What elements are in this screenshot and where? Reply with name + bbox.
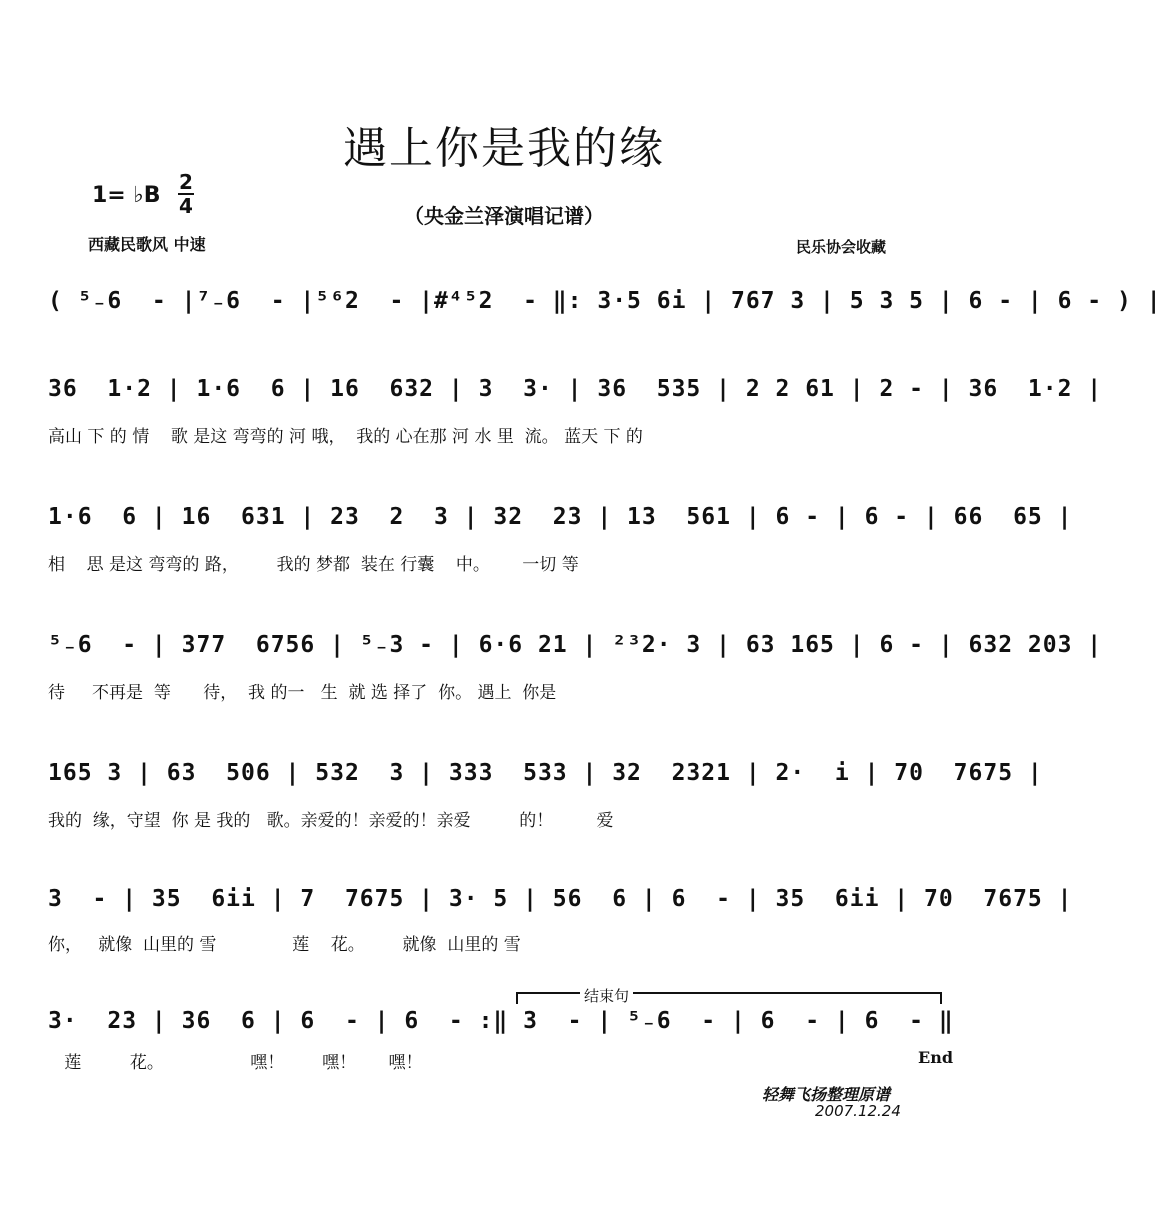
notation-row-4: ⁵₋6 - | 377 6756 | ⁵₋3 - | 6·6 21 | ²³2· 3 | 63 165 | 6 - | 632 203 | bbox=[48, 632, 1103, 658]
lyrics-row-6: 你， 就像 山里的 雪 莲 花。 就像 山里的 雪 bbox=[48, 935, 521, 955]
time-signature-top: 2 bbox=[179, 170, 193, 194]
key-signature: 1= ♭B bbox=[92, 183, 161, 208]
song-title: 遇上你是我的缘 bbox=[343, 123, 665, 174]
ending-label: 结束句 bbox=[580, 985, 633, 1006]
style-tempo-note: 西藏民歌风 中速 bbox=[88, 235, 206, 254]
notation-row-5: 165 3 | 63 506 | 532 3 | 333 533 | 32 2321 | 2· i | 70 7675 | bbox=[48, 760, 1043, 786]
lyrics-row-3: 相 思 是这 弯弯的 路， 我的 梦都 装在 行囊 中。 一切 等 bbox=[48, 555, 579, 575]
notation-row-7: 3· 23 | 36 6 | 6 - | 6 - :‖ 3 - | ⁵₋6 - | 6 - | 6 - ‖ bbox=[48, 1008, 954, 1034]
lyrics-row-4: 待 不再是 等 待， 我 的一 生 就 选 择了 你。 遇上 你是 bbox=[48, 683, 557, 703]
notation-row-2: 36 1·2 | 1·6 6 | 16 632 | 3 3· | 36 535 | 2 2 61 | 2 - | 36 1·2 | bbox=[48, 376, 1103, 402]
arrangement-date: 2007.12.24 bbox=[815, 1102, 901, 1120]
lyrics-row-5: 我的 缘，守望 你 是 我的 歌。亲爱的！亲爱的！亲爱 的！ 爱 bbox=[48, 811, 614, 831]
collection-note: 民乐协会收藏 bbox=[796, 238, 887, 256]
arranger-credit: 轻舞飞扬整理原谱 bbox=[762, 1085, 891, 1104]
notation-row-3: 1·6 6 | 16 631 | 23 2 3 | 32 23 | 13 561 | 6 - | 6 - | 66 65 | bbox=[48, 504, 1073, 530]
singer-note: （央金兰泽演唱记谱） bbox=[404, 204, 604, 228]
time-signature-bottom: 4 bbox=[179, 194, 193, 218]
end-marker: End bbox=[918, 1048, 954, 1067]
lyrics-row-7: 莲 花。 嘿！ 嘿！ 嘿！ bbox=[48, 1053, 423, 1073]
notation-row-1: ( ⁵₋6 - |⁷₋6 - |⁵⁶2 - |#⁴⁵2 - ‖: 3·5 6i | 767 3 | 5 3 5 | 6 - | 6 - ) | bbox=[48, 288, 1162, 314]
lyrics-row-2: 高山 下 的 情 歌 是这 弯弯的 河 哦， 我的 心在那 河 水 里 流。 蓝天 下 的 bbox=[48, 427, 643, 447]
notation-row-6: 3 - | 35 6ii | 7 7675 | 3· 5 | 56 6 | 6 - | 35 6ii | 70 7675 | bbox=[48, 886, 1073, 912]
